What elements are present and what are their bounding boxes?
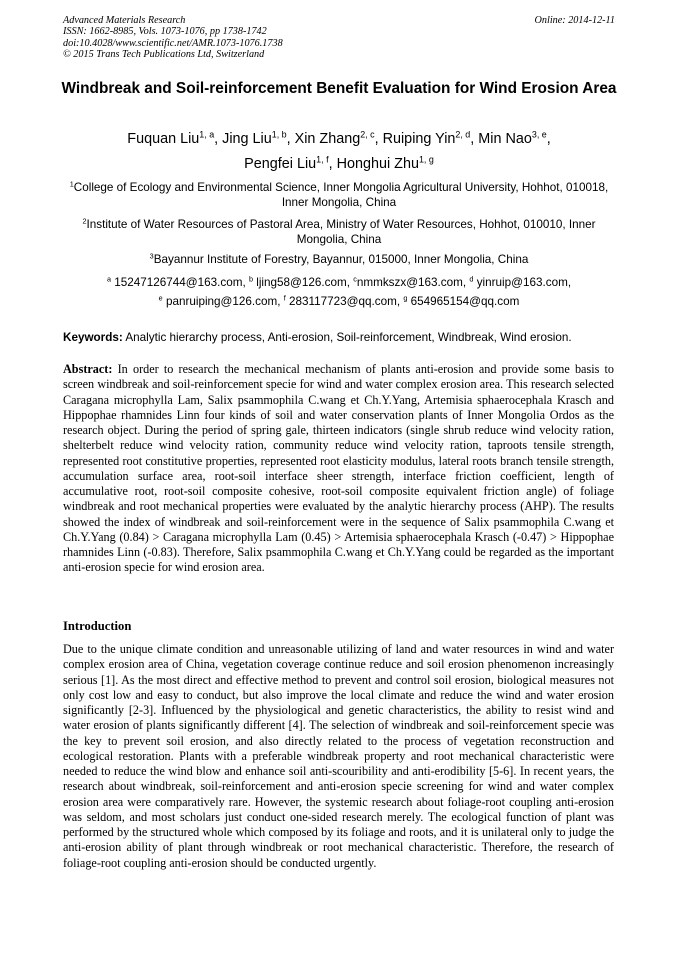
abstract-text: In order to research the mechanical mechanism of plants anti-erosion and provide some basis to screen windbreak and soil-reinforcement specie for wind and water complex erosion area. This research selected Caragana microphylla Lam, Salix psammophila C.wang et Ch.Y.Yang, Artemisia sphaerocephala Krasch and Hippophae rhamnides Linn four kinds of soil and water conservation plants of Inner Mongolia Ordos as the research object. During the period of spring gale, thirteen indicators (single shrub reduce wind velocity ration, shelterbelt reduce wind velocity ration, community reduce wind velocity ration, taproots tensile strength, represented root constitutive properties, represented root elasticity modulus, lateral roots branch tensile strength, accumulation surface area, root-soil interface sheer strength, interface friction coefficient, length of accumulative root, root-soil composite cohesive, root-soil composite equivalent friction angle) of foliage windbreak and root mechanical properties were evaluated by the analytic hierarchy process (AHP). The results showed the index of windbreak and soil-reinforcement were in the sequence of Salix psammophila C.wang et Ch.Y.Yang (0.84) > Caragana microphylla Lam (0.45) > Artemisia sphaerocephala Krasch (-0.47) > Hippophae rhamnides Linn (-0.83). Therefore, Salix psammophila C.wang et Ch.Y.Yang could be regarded as the important anti-erosion specie for wind erosion area. xyxy=(63,362,615,575)
abstract xyxy=(63,362,614,576)
online-date: Online: 2014-12-11 xyxy=(534,15,615,26)
affiliation-1: $^1$College of Ecology and Environmental Science, Inner Mongolia Agricultural University, Hohhot, 010018, Inner Mongolia, China xyxy=(69,179,609,210)
paper-title: Windbreak and Soil-reinforcement Benefit Evaluation for Wind Erosion Area xyxy=(61,80,617,97)
journal-metadata xyxy=(63,15,615,61)
email: $^c$nmmkszx@163.com, xyxy=(353,274,470,289)
email: $^e$ panruiping@126.com, xyxy=(158,293,284,308)
author: Ruiping Yin$^{2, d}$, xyxy=(382,129,479,147)
journal-name: Advanced Materials Research xyxy=(63,15,186,26)
email: $^g$ 654965154@qq.com xyxy=(403,293,520,308)
author: Honghui Zhu$^{1, g}$ xyxy=(336,154,434,172)
issn-line: ISSN: 1662-8985, Vols. 1073-1076, pp 1738-1742 xyxy=(63,26,267,38)
doi-line: doi:10.4028/www.scientific.net/AMR.1073-1076.1738 xyxy=(63,37,283,49)
affiliation-3: $^3$Bayannur Institute of Forestry, Bayannur, 015000, Inner Mongolia, China xyxy=(149,251,529,266)
copyright-line: © 2015 Trans Tech Publications Ltd, Switzerland xyxy=(63,49,265,61)
author-list xyxy=(40,127,638,177)
email: $^f$ 283117723@qq.com, xyxy=(283,293,404,308)
author: Pengfei Liu$^{1, f}$, xyxy=(244,154,337,172)
email: $^a$ 15247126744@163.com, xyxy=(106,274,249,289)
section-heading-introduction: Introduction xyxy=(63,619,132,633)
abstract-label: Abstract: xyxy=(63,362,113,376)
keywords-label: Keywords: xyxy=(63,331,123,344)
author: Xin Zhang$^{2, c}$, xyxy=(294,129,383,147)
author: Min Nao$^{3, e}$, xyxy=(478,129,551,147)
introduction-paragraph: Due to the unique climate condition and unreasonable utilizing of land and water resources in wind and water complex erosion area of China, vegetation coverage continue reduce and soil erosion phenomenon increasingly serious [1]. As the most direct and effective method to prevent and control soil erosion, biological measures not only cost low and easy to conduct, but also improve the local climate and reduce the wind and water erosion significantly [2-3]. Influenced by the physiological and genetic characteristics, the ability to resist wind and water erosion of plants significantly different [4]. The selection of windbreak and soil-reinforcement specie was the key to prevent soil erosion, and also directly related to the process of vegetation reconstruction and ecological restoration. Plants with a preferable windbreak property and root mechanical characteristic were needed to reduce the wind blow and enhance soil anti-scouribility and anti-erodibility [5-6]. In recent years, the research about windbreak, soil-reinforcement and anti-erosion specie screening for wind and water complex erosion area were comparatively rare. However, the systemic research about foliage-root coupling anti-erosion was seldom, and most scholars just conduct one-sided research merely. The ecological function of plant was performed by the structured whole which composed by its foliage and roots, and it is unilateral only to judge the anti-erosion ability of plant through windbreak or root mechanical characteristic. Therefore, the research of foliage-root coupling anti-erosion should be conducted urgently. xyxy=(63,642,614,870)
keywords xyxy=(63,330,623,345)
email-list xyxy=(50,273,628,311)
author: Fuquan Liu$^{1, a}$, xyxy=(127,129,223,147)
email: $^d$ yinruip@163.com, xyxy=(469,274,572,289)
author: Jing Liu$^{1, b}$, xyxy=(222,129,295,147)
keywords-text: Analytic hierarchy process, Anti-erosion, Soil-reinforcement, Windbreak, Wind erosion. xyxy=(125,331,572,344)
email: $^b$ ljing58@126.com, xyxy=(248,274,354,289)
affiliation-2: $^2$Institute of Water Resources of Pastoral Area, Ministry of Water Resources, Hohhot, 010010, Inner Mongolia, China xyxy=(82,216,596,247)
